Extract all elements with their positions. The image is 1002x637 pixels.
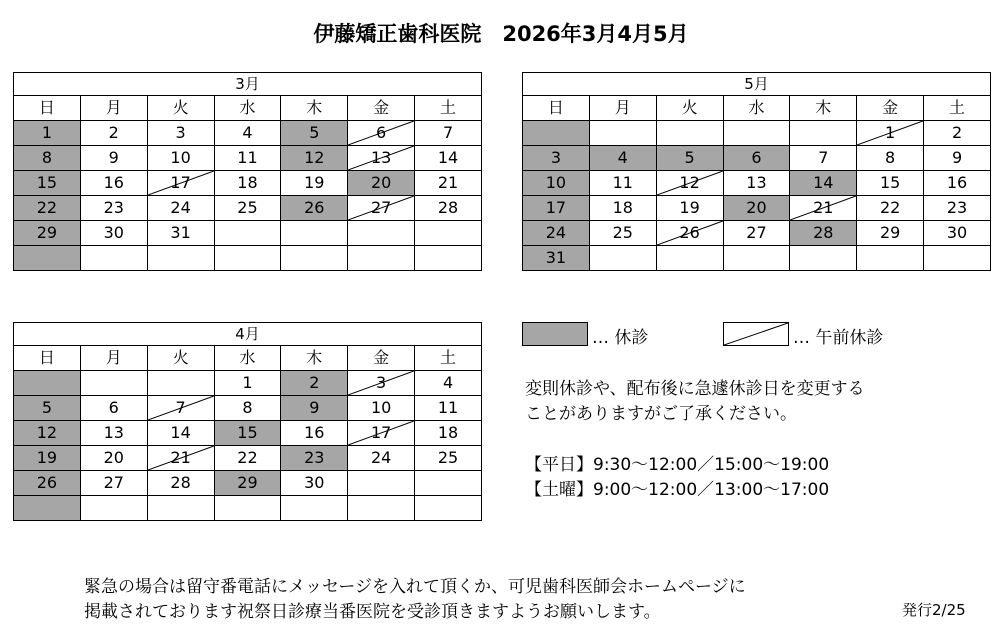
day-cell xyxy=(589,171,656,196)
day-cell xyxy=(80,121,147,146)
day-cell xyxy=(80,221,147,246)
day-number: 22 xyxy=(237,448,258,467)
day-cell xyxy=(214,471,281,496)
day-cell xyxy=(723,121,790,146)
day-number: 2 xyxy=(309,373,320,392)
legend-closed-label: … 休診 xyxy=(592,328,649,348)
day-cell xyxy=(348,221,415,246)
day-cell xyxy=(348,471,415,496)
day-number: 18 xyxy=(437,423,459,442)
day-cell xyxy=(281,371,348,396)
day-cell xyxy=(14,421,81,446)
day-cell xyxy=(281,146,348,171)
weekday-header: 月 xyxy=(80,346,147,371)
week-row xyxy=(523,146,991,171)
day-cell xyxy=(14,196,81,221)
day-number: 4 xyxy=(442,373,454,392)
day-number: 12 xyxy=(679,173,700,192)
legend-morning-closed-label: … 午前休診 xyxy=(793,328,884,348)
day-cell xyxy=(14,446,81,471)
day-cell xyxy=(147,421,214,446)
day-number: 23 xyxy=(103,198,124,217)
day-number: 11 xyxy=(237,148,258,167)
day-cell xyxy=(523,146,590,171)
day-number: 24 xyxy=(370,448,392,467)
day-number: 15 xyxy=(879,173,901,192)
day-number: 16 xyxy=(946,173,968,192)
day-cell xyxy=(147,221,214,246)
day-number: 5 xyxy=(309,123,320,142)
day-number: 31 xyxy=(170,223,191,242)
day-number: 25 xyxy=(437,448,459,467)
day-cell xyxy=(348,246,415,271)
day-number: 31 xyxy=(545,248,567,267)
day-number: 15 xyxy=(36,173,58,192)
weekday-header: 水 xyxy=(214,346,281,371)
day-number: 12 xyxy=(304,148,325,167)
day-cell xyxy=(790,246,857,271)
weekday-header: 金 xyxy=(348,96,415,121)
legend-morning-closed-swatch xyxy=(723,322,789,346)
day-cell xyxy=(857,146,924,171)
day-cell xyxy=(281,171,348,196)
day-cell xyxy=(214,221,281,246)
day-cell xyxy=(214,196,281,221)
day-number: 7 xyxy=(175,398,186,417)
day-number: 27 xyxy=(746,223,767,242)
day-number: 30 xyxy=(103,223,124,242)
day-cell xyxy=(589,246,656,271)
day-number: 23 xyxy=(946,198,968,217)
day-cell xyxy=(214,396,281,421)
day-cell xyxy=(80,196,147,221)
day-number: 20 xyxy=(370,173,392,192)
day-number: 20 xyxy=(103,448,124,467)
day-cell xyxy=(214,121,281,146)
day-cell xyxy=(415,221,482,246)
day-number: 11 xyxy=(612,173,633,192)
day-cell xyxy=(14,396,81,421)
legend-closed-swatch xyxy=(522,322,588,346)
day-cell xyxy=(80,371,147,396)
weekday-header: 土 xyxy=(415,346,482,371)
weekday-header: 金 xyxy=(348,346,415,371)
day-number: 12 xyxy=(36,423,58,442)
day-number: 3 xyxy=(376,373,387,392)
day-number: 17 xyxy=(545,198,567,217)
day-cell xyxy=(415,146,482,171)
day-number: 6 xyxy=(751,148,762,167)
day-cell xyxy=(348,396,415,421)
week-row xyxy=(523,221,991,246)
day-cell xyxy=(214,496,281,521)
day-number: 16 xyxy=(103,173,124,192)
day-cell xyxy=(14,221,81,246)
day-number: 30 xyxy=(304,473,325,492)
day-number: 29 xyxy=(237,473,258,492)
day-number: 21 xyxy=(813,198,834,217)
day-cell xyxy=(147,246,214,271)
day-cell xyxy=(857,196,924,221)
day-cell xyxy=(348,371,415,396)
day-cell xyxy=(790,221,857,246)
day-cell xyxy=(214,246,281,271)
day-cell xyxy=(147,471,214,496)
weekday-header: 水 xyxy=(214,96,281,121)
week-row xyxy=(14,121,482,146)
calendar-march xyxy=(13,72,482,271)
day-number: 23 xyxy=(304,448,325,467)
day-cell xyxy=(924,171,991,196)
day-number: 9 xyxy=(951,148,963,167)
day-number: 7 xyxy=(818,148,829,167)
day-number: 18 xyxy=(237,173,258,192)
day-number: 22 xyxy=(36,198,58,217)
day-cell xyxy=(348,121,415,146)
day-number: 13 xyxy=(746,173,767,192)
day-cell xyxy=(348,146,415,171)
day-cell xyxy=(281,471,348,496)
day-number: 9 xyxy=(309,398,320,417)
day-cell xyxy=(857,121,924,146)
weekday-header: 金 xyxy=(857,96,924,121)
day-number: 11 xyxy=(437,398,459,417)
day-number: 17 xyxy=(370,423,392,442)
day-cell xyxy=(723,171,790,196)
calendar-may xyxy=(522,72,991,271)
day-cell xyxy=(723,146,790,171)
day-number: 4 xyxy=(617,148,628,167)
weekday-header: 木 xyxy=(790,96,857,121)
day-number: 4 xyxy=(242,123,253,142)
notice-line-2: ことがありますがご了承ください。 xyxy=(525,404,797,424)
day-cell xyxy=(924,221,991,246)
weekday-header: 月 xyxy=(589,96,656,121)
day-cell xyxy=(415,446,482,471)
day-cell xyxy=(348,196,415,221)
day-cell xyxy=(348,171,415,196)
day-cell xyxy=(214,171,281,196)
weekday-header: 日 xyxy=(14,346,81,371)
day-number: 13 xyxy=(103,423,124,442)
day-cell xyxy=(924,121,991,146)
day-cell xyxy=(348,446,415,471)
day-cell xyxy=(656,221,723,246)
day-cell xyxy=(723,196,790,221)
day-cell xyxy=(214,371,281,396)
day-cell xyxy=(924,246,991,271)
day-number: 3 xyxy=(175,123,186,142)
day-cell xyxy=(656,146,723,171)
day-number: 10 xyxy=(545,173,567,192)
day-number: 1 xyxy=(242,373,253,392)
day-cell xyxy=(14,371,81,396)
day-cell xyxy=(281,496,348,521)
weekday-header: 土 xyxy=(924,96,991,121)
day-number: 8 xyxy=(242,398,253,417)
day-number: 14 xyxy=(813,173,834,192)
day-cell xyxy=(924,146,991,171)
week-row xyxy=(14,196,482,221)
day-number: 3 xyxy=(550,148,562,167)
day-number: 6 xyxy=(108,398,119,417)
day-number: 24 xyxy=(170,198,191,217)
hours-weekday: 【平日】9:30〜12:00／15:00〜19:00 xyxy=(525,455,830,475)
day-cell xyxy=(523,196,590,221)
hours-saturday: 【土曜】9:00〜12:00／13:00〜17:00 xyxy=(525,480,830,500)
day-cell xyxy=(214,146,281,171)
day-cell xyxy=(80,171,147,196)
week-row xyxy=(14,496,482,521)
day-cell xyxy=(80,396,147,421)
day-number: 5 xyxy=(684,148,695,167)
day-number: 10 xyxy=(370,398,392,417)
day-cell xyxy=(790,121,857,146)
weekday-header: 日 xyxy=(14,96,81,121)
day-number: 28 xyxy=(437,198,459,217)
day-cell xyxy=(14,246,81,271)
day-number: 27 xyxy=(370,198,392,217)
day-cell xyxy=(415,371,482,396)
day-cell xyxy=(857,171,924,196)
day-cell xyxy=(147,496,214,521)
day-cell xyxy=(656,171,723,196)
day-cell xyxy=(80,471,147,496)
day-number: 10 xyxy=(170,148,191,167)
weekday-header: 水 xyxy=(723,96,790,121)
week-row xyxy=(14,246,482,271)
day-cell xyxy=(80,496,147,521)
day-number: 26 xyxy=(679,223,700,242)
slash-icon xyxy=(724,323,788,345)
week-row xyxy=(14,421,482,446)
weekday-header: 火 xyxy=(147,96,214,121)
day-number: 14 xyxy=(437,148,459,167)
week-row xyxy=(14,221,482,246)
day-cell xyxy=(80,146,147,171)
weekday-header: 火 xyxy=(656,96,723,121)
day-cell xyxy=(523,121,590,146)
day-cell xyxy=(348,421,415,446)
day-number: 18 xyxy=(612,198,633,217)
day-cell xyxy=(415,246,482,271)
day-number: 22 xyxy=(879,198,901,217)
week-row xyxy=(14,471,482,496)
day-cell xyxy=(147,121,214,146)
day-number: 6 xyxy=(376,123,387,142)
day-cell xyxy=(415,196,482,221)
day-cell xyxy=(656,246,723,271)
week-row xyxy=(523,121,991,146)
day-cell xyxy=(147,446,214,471)
week-row xyxy=(14,446,482,471)
day-cell xyxy=(80,246,147,271)
weekday-header: 月 xyxy=(80,96,147,121)
day-cell xyxy=(523,221,590,246)
week-row xyxy=(523,196,991,221)
day-cell xyxy=(281,246,348,271)
day-number: 7 xyxy=(442,123,454,142)
day-number: 17 xyxy=(170,173,191,192)
day-cell xyxy=(723,221,790,246)
day-cell xyxy=(14,146,81,171)
day-cell xyxy=(589,146,656,171)
day-cell xyxy=(147,171,214,196)
day-cell xyxy=(790,171,857,196)
day-cell xyxy=(415,121,482,146)
day-cell xyxy=(523,171,590,196)
day-number: 15 xyxy=(237,423,258,442)
day-number: 21 xyxy=(170,448,191,467)
week-row xyxy=(523,171,991,196)
day-number: 24 xyxy=(545,223,567,242)
day-cell xyxy=(281,196,348,221)
day-cell xyxy=(589,196,656,221)
week-row xyxy=(14,371,482,396)
day-number: 1 xyxy=(885,123,896,142)
day-number: 16 xyxy=(304,423,325,442)
weekday-header: 火 xyxy=(147,346,214,371)
day-number: 30 xyxy=(946,223,968,242)
day-number: 9 xyxy=(108,148,119,167)
day-cell xyxy=(281,446,348,471)
day-number: 29 xyxy=(879,223,901,242)
week-row xyxy=(14,171,482,196)
day-number: 25 xyxy=(612,223,633,242)
day-cell xyxy=(790,196,857,221)
day-cell xyxy=(589,221,656,246)
weekday-header: 日 xyxy=(523,96,590,121)
day-cell xyxy=(14,496,81,521)
day-cell xyxy=(14,471,81,496)
day-number: 19 xyxy=(36,448,58,467)
week-row xyxy=(523,246,991,271)
week-row xyxy=(14,146,482,171)
day-number: 2 xyxy=(108,123,119,142)
day-number: 8 xyxy=(885,148,896,167)
day-cell xyxy=(415,421,482,446)
day-cell xyxy=(723,246,790,271)
day-number: 21 xyxy=(437,173,459,192)
calendar-april xyxy=(13,322,482,521)
day-cell xyxy=(147,396,214,421)
footer-line-2: 掲載されております祝祭日診療当番医院を受診頂きますようお願いします。 xyxy=(84,602,661,622)
day-cell xyxy=(348,496,415,521)
day-cell xyxy=(415,396,482,421)
weekday-header: 木 xyxy=(281,346,348,371)
day-number: 5 xyxy=(41,398,53,417)
day-cell xyxy=(656,196,723,221)
day-number: 20 xyxy=(746,198,767,217)
day-cell xyxy=(857,221,924,246)
day-number: 29 xyxy=(36,223,58,242)
day-cell xyxy=(656,121,723,146)
day-number: 28 xyxy=(813,223,834,242)
day-number: 19 xyxy=(679,198,700,217)
day-cell xyxy=(14,121,81,146)
day-cell xyxy=(80,446,147,471)
day-number: 27 xyxy=(103,473,124,492)
day-cell xyxy=(523,246,590,271)
day-number: 26 xyxy=(304,198,325,217)
day-cell xyxy=(415,171,482,196)
month-label: 3月 xyxy=(14,73,482,96)
day-number: 2 xyxy=(951,123,963,142)
day-cell xyxy=(790,146,857,171)
notice-line-1: 変則休診や、配布後に急遽休診日を変更する xyxy=(525,379,865,399)
month-label: 4月 xyxy=(14,323,482,346)
day-cell xyxy=(147,371,214,396)
day-cell xyxy=(281,396,348,421)
day-cell xyxy=(14,171,81,196)
day-number: 28 xyxy=(170,473,191,492)
day-cell xyxy=(80,421,147,446)
issue-date: 発行2/25 xyxy=(902,601,966,619)
weekday-header: 木 xyxy=(281,96,348,121)
day-number: 25 xyxy=(237,198,258,217)
page-title: 伊藤矯正歯科医院 2026年3月4月5月 xyxy=(313,22,689,46)
day-cell xyxy=(281,221,348,246)
month-label: 5月 xyxy=(523,73,991,96)
day-cell xyxy=(857,246,924,271)
week-row xyxy=(14,396,482,421)
day-cell xyxy=(415,471,482,496)
day-number: 13 xyxy=(370,148,392,167)
day-cell xyxy=(589,121,656,146)
day-number: 8 xyxy=(41,148,53,167)
day-cell xyxy=(281,121,348,146)
day-cell xyxy=(147,146,214,171)
day-cell xyxy=(147,196,214,221)
day-number: 14 xyxy=(170,423,191,442)
day-cell xyxy=(281,421,348,446)
weekday-header: 土 xyxy=(415,96,482,121)
day-cell xyxy=(214,421,281,446)
day-cell xyxy=(415,496,482,521)
day-number: 19 xyxy=(304,173,325,192)
day-cell xyxy=(924,196,991,221)
footer-line-1: 緊急の場合は留守番電話にメッセージを入れて頂くか、可児歯科医師会ホームページに xyxy=(84,577,746,597)
day-number: 1 xyxy=(41,123,53,142)
day-cell xyxy=(214,446,281,471)
day-number: 26 xyxy=(36,473,58,492)
